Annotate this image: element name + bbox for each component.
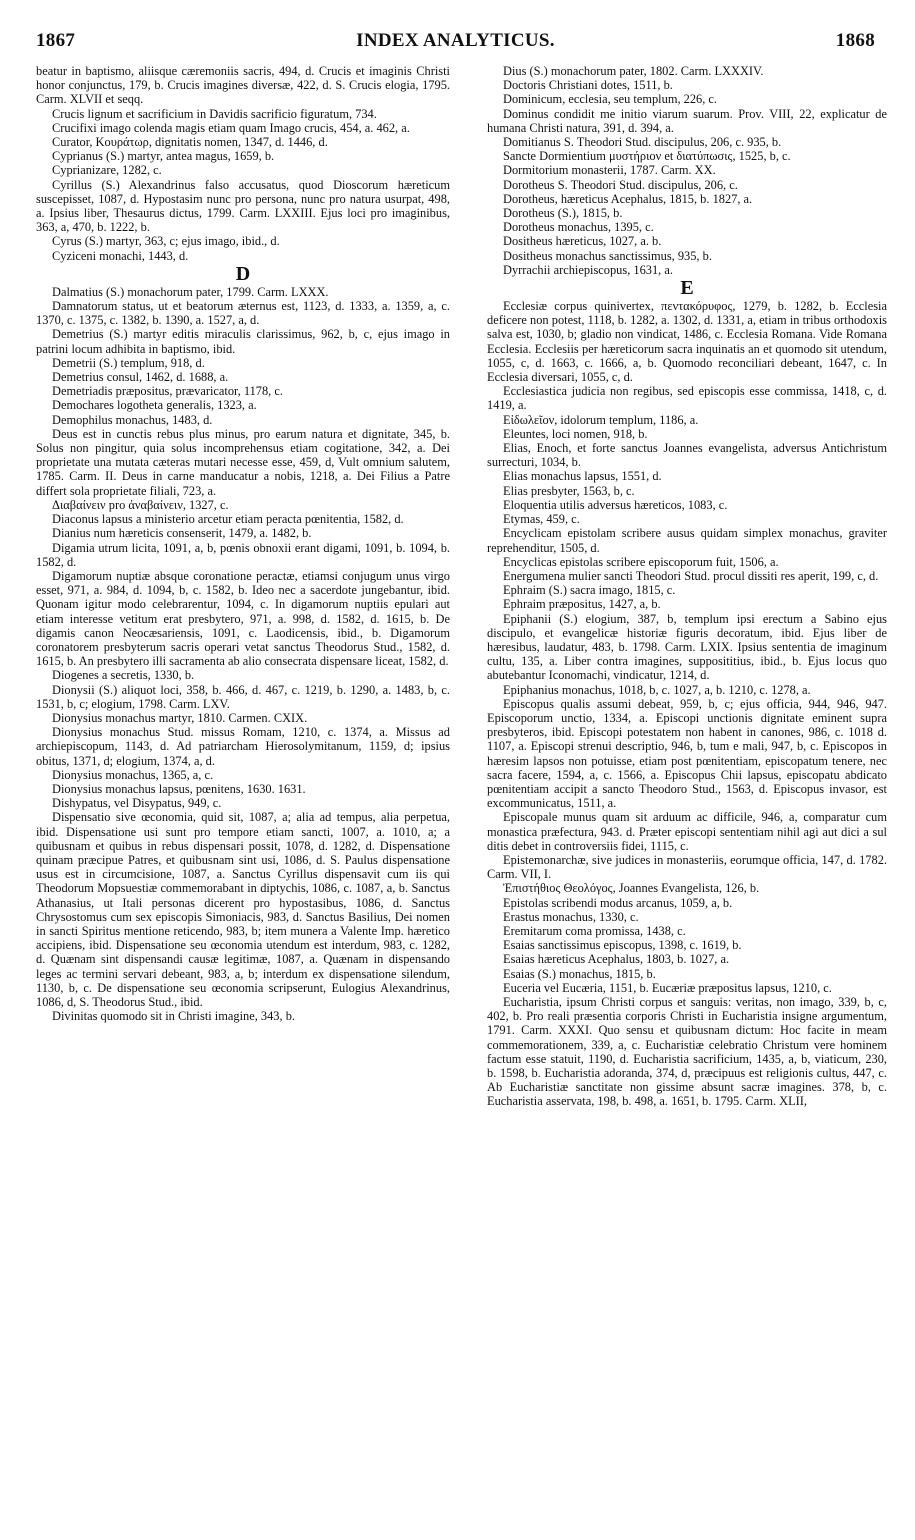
index-entry: Demetrius (S.) martyr editis miraculis clarissimus, 962, b, c, ejus imago in patrini locum adhibita in baptismo, ibid. [36, 327, 450, 356]
index-entry: Dorotheus monachus, 1395, c. [503, 220, 654, 235]
index-entry: Dalmatius (S.) monachorum pater, 1799. Carm. LXXX. [52, 284, 329, 299]
index-entry: Erastus monachus, 1330, c. [503, 909, 639, 924]
index-entry: beatur in baptismo, aliisque cæremoniis sacris, 494, d. Crucis et imaginis Christi honor conjunctus, 179, b. Crucis imagines diversæ, 422, d. S. Crucis elogia, 1795. Carm. XLVII et seqq. [36, 64, 450, 107]
index-entry: Diogenes a secretis, 1330, b. [52, 668, 195, 683]
index-entry: Crucis lignum et sacrificium in Davidis sacrificio figuratum, 734. [52, 106, 377, 121]
index-entry: Energumena mulier sancti Theodori Stud. procul dissiti res aperit, 199, c, d. [503, 568, 879, 583]
index-entry: Etymas, 459, c. [503, 512, 580, 527]
index-entry: Demetrius consul, 1462, d. 1688, a. [52, 370, 229, 385]
index-entry: Epistemonarchæ, sive judices in monasteriis, eorumque officia, 147, d. 1782. Carm. VII, I. [487, 852, 887, 882]
index-entry: Esaias sanctissimus episcopus, 1398, c. 1619, b. [503, 938, 742, 953]
index-entry: Elias presbyter, 1563, b, c. [503, 483, 635, 498]
index-entry: Ἐπιστήθιος Θεολόγος, Joannes Evangelista, 126, b. [503, 881, 760, 896]
index-entry: Dositheus monachus sanctissimus, 935, b. [503, 248, 712, 263]
index-entry: Εἰδωλεῖον, idolorum templum, 1186, a. [503, 412, 699, 427]
index-entry: Cyprianizare, 1282, c. [52, 163, 162, 178]
index-entry: Digamia utrum licita, 1091, a, b, pœnis obnoxii erant digami, 1091, b. 1094, b. 1582, d. [36, 540, 450, 569]
index-entry: Dionysius monachus Stud. missus Romam, 1210, c. 1374, a. Missus ad archiepiscopum, 1143, d. Ad patriarcham Hierosolymitanum, 1159, d; ipsius obitus, 1371, d; elogium, 1374, a, d. [36, 725, 450, 768]
index-entry: Deus est in cunctis rebus plus minus, pro earum natura et dignitate, 345, b. Solus non pingitur, quia solus incomprehensus etiam cogitatione, 342, a. Dei proprietate una mutata cæteras mutari necesse esse, 459, d, Vult omnium salutem, 1785. Carm. II. Deus in carne manducatur a nobis, 1218, a. Dei Filius a Patre differt sola proprietate filiali, 723, a. [36, 426, 450, 498]
index-entry: Dionysii (S.) aliquot loci, 358, b. 466, d. 467, c. 1219, b. 1290, a. 1483, b, c. 1531, b, c; elogium, 1798. Carm. LXV. [36, 682, 450, 711]
index-entry: Epiphanius monachus, 1018, b, c. 1027, a, b. 1210, c. 1278, a. [503, 682, 811, 697]
index-entry: Elias monachus lapsus, 1551, d. [503, 469, 662, 484]
index-entry: Dianius num hæreticis consenserit, 1479, a. 1482, b. [52, 526, 312, 541]
index-entry: Cyziceni monachi, 1443, d. [52, 248, 189, 263]
index-entry: Dyrrachii archiepiscopus, 1631, a. [503, 262, 673, 277]
index-entry: Eremitarum coma promissa, 1438, c. [503, 923, 686, 938]
index-entry: Demophilus monachus, 1483, d. [52, 412, 213, 427]
section-letter: E [680, 277, 694, 300]
page-number-left: 1867 [36, 30, 76, 51]
index-entry: Dominicum, ecclesia, seu templum, 226, c. [503, 92, 718, 107]
index-entry: Eloquentia utilis adversus hæreticos, 1083, c. [503, 497, 728, 512]
index-entry: Encyclicam epistolam scribere ausus quidam simplex monachus, graviter reprehenditur, 1505, d. [487, 526, 887, 555]
index-entry: Eleuntes, loci nomen, 918, b. [503, 426, 648, 441]
index-entry: Dionysius monachus lapsus, pœnitens, 1630. 1631. [52, 781, 306, 796]
page-number-right: 1868 [835, 30, 875, 51]
index-entry: Demochares logotheta generalis, 1323, a. [52, 398, 257, 413]
index-entry: Epistolas scribendi modus arcanus, 1059, a, b. [503, 895, 733, 910]
index-entry: Esaias (S.) monachus, 1815, b. [503, 966, 656, 981]
index-entry: Diaconus lapsus a ministerio arcetur etiam peracta pœnitentia, 1582, d. [52, 512, 404, 527]
index-entry: Dorotheus S. Theodori Stud. discipulus, 206, c. [503, 177, 738, 192]
index-entry: Ecclesiæ corpus quinivertex, πεντακόρυφος, 1279, b. 1282, b. Ecclesia deficere non potest, 1118, b. 1282, a. 1302, d. 1331, a, etiam in tribus orthodoxis salva est, 1030, b; gladio non vindicat, 1486, c. Ecclesia Romana. Vide Romana Ecclesia. Ecclesiis per hæreticorum sacra inquinatis an et quomodo sit utendum, 1055, c, d. 1663, c. 1666, a, b. Quomodo reconciliari debeant, 1647, c. In Ecclesia diversari, 1055, c, d. [487, 299, 887, 385]
index-entry: Ephraim (S.) sacra imago, 1815, c. [503, 583, 676, 598]
index-entry: Divinitas quomodo sit in Christi imagine, 343, b. [52, 1009, 295, 1024]
index-entry: Dius (S.) monachorum pater, 1802. Carm. LXXXIV. [503, 64, 764, 78]
section-letter: D [235, 262, 251, 285]
index-entry: Ephraim præpositus, 1427, a, b. [503, 597, 661, 612]
index-entry: Cyprianus (S.) martyr, antea magus, 1659, b. [52, 149, 275, 164]
index-entry: Ecclesiastica judicia non regibus, sed episcopis esse commissa, 1418, c, d. 1419, a. [487, 384, 887, 413]
index-entry: Dionysius monachus, 1365, a, c. [52, 767, 214, 782]
index-entry: Dishypatus, vel Disypatus, 949, c. [52, 796, 222, 811]
index-entry: Eucharistia, ipsum Christi corpus et sanguis: veritas, non imago, 339, b, c, 402, b. Pro reali præsentia corporis Christi in Eucharistia insigne argumentum, 1791. Carm. XXXI. Quo sensu et quibusnam dictum: Hoc facite in meam commemorationem, 339, a, c. Eucharistiæ celebratio Christum vere hominem factum esse statuit, 1190, d. Eucharistia sacrificium, 1435, a, b, viaticum, 230, b. 1598, b. Eucharistia adoranda, 374, d, præcipuus est religionis cultus, 447, c. Ab Eucharistiæ sanctitate non gissime absunt sacræ imagines. 378, b, c. Eucharistia asservata, 198, b. 498, a. 1651, b. 1795. Carm. XLII, [487, 995, 887, 1109]
index-entry: Epiphanii (S.) elogium, 387, b, templum ipsi erectum a Sabino ejus discipulo, et evangelicæ historiæ figuris decoratum, ibid. Ejus liber de hæresibus, laudatur, 483, b. 1798. Carm. LXIX. Ipsius sententia de imaginum cultu, 135, a. Liber contra imagines, supposititius, ibid., b. Ejus locus quo abutebantur Iconomachi, vindicatur, 1214, d. [487, 611, 887, 683]
index-entry: Encyclicas epistolas scribere episcoporum fuit, 1506, a. [503, 554, 779, 569]
index-entry: Διαβαίνειν pro ἀναβαίνειν, 1327, c. [52, 497, 229, 512]
index-entry: Damnatorum status, ut et beatorum æternus est, 1123, d. 1333, a. 1359, a, c. 1370, c. 1375, c. 1382, b. 1390, a. 1527, a, d. [36, 299, 450, 328]
index-entry: Dionysius monachus martyr, 1810. Carmen. CXIX. [52, 710, 308, 725]
index-entry: Dormitorium monasterii, 1787. Carm. XX. [503, 163, 716, 178]
index-entry: Episcopale munus quam sit arduum ac difficile, 946, a, comparatur cum monastica præfectura, 943. d. Præter episcopi sententiam nihil agi aut dici a sul ditis debet in controversiis fidei, 1115, c. [487, 810, 887, 853]
index-entry: Elias, Enoch, et forte sanctus Joannes evangelista, adversus Antichristum surrecturi, 1034, b. [487, 441, 887, 470]
index-entry: Demetriadis præpositus, prævaricator, 1178, c. [52, 384, 283, 399]
index-entry: Doctoris Christiani dotes, 1511, b. [503, 78, 673, 93]
index-entry: Sancte Dormientium μυστήριον et διατύπωσις, 1525, b, c. [503, 149, 791, 164]
page-title: INDEX ANALYTICUS. [356, 30, 555, 51]
right-column [487, 64, 887, 1534]
index-entry: Curator, Κουράτωρ, dignitatis nomen, 1347, d. 1446, d. [52, 135, 328, 150]
index-entry: Dispensatio sive œconomia, quid sit, 1087, a; alia ad tempus, alia perpetua, ibid. Dispensatione usi sunt pro tempore etiam sancti, 1007, a. 1010, a; a quibusnam et quibus in rebus dispensari possit, 1078, d. 1282, d. Dispensatione quinam præcipue Patres, et quibusnam sint usi, 1086, d. S. Paulus dispensatione usus est in circumcisione, 1087, a. Sanctus Cyrillus dispensavit cum iis qui Theodorum Mopsuestiæ commemorabant in diptychis, 1086, c. 1087, a, b. Sanctus Athanasius, ut Itali personas dicerent pro hypostasibus, 1086, d. Sanctus Chrysostomus cum sex episcopis Simoniacis, 983, d. Sanctus Basilius, Dei nomen in sancti Spiritus mentione reticendo, 983, b; item munera a Valente Imp. hæretico accipiens, ibid. Dispensatione seu œconomia utendum est interdum, 983, c. 1282, d. Quænam sint dispensandi causæ legitimæ, 1087, a. Quænam in dispensando leges ac termini servari debeant, 983, a, b; interdum ex dispensatione silendum, 1130, b, c. De dispensatione seu œconomia scripserunt, Eulogius Alexandrinus, 1086, d, S. Theodorus Stud., ibid. [36, 810, 450, 1009]
index-entry: Digamorum nuptiæ absque coronatione peractæ, etiamsi conjugum unus virgo esset, 971, a. 984, d. 1094, b, c. 1582, b. Ideo nec a sacerdote jungebantur, ibid. Quonam igitur modo celebrarentur, 1094, c. In digamorum nuptiis epulari aut etiam interesse vetitum erat presbytero, 971, a. 998, d. 1582, d. 1615, b. De digamis canon Neocæsariensis, 1091, c. Laodicensis, ibid., b. Digamorum coronatorem presbyterum sacris operari vetat sanctus Theodorus Stud., 1582, d. 1615, b. An presbytero illi sacramenta ab alio consecrata dispensare liceat, 1582, d. [36, 568, 450, 669]
index-entry: Crucifixi imago colenda magis etiam quam Imago crucis, 454, a. 462, a. [52, 120, 410, 135]
index-entry: Episcopus qualis assumi debeat, 959, b, c; ejus officia, 944, 946, 947. Episcoporum unctio, 1334, a. Episcopi unctionis dignitate eminent supra presbyteros, ibid. Episcopi potestatem non habent in canones, 986, c. 1018 d. 1107, a. Episcopi strenui descriptio, 946, b, tum e mali, 947, b, c. Episcopos in hæresim lapsos non potuisse, etiam post pœnitentiam, episcopatum tenere, nec sacra facere, 1594, a, c. 1566, a. Episcopus Chii lapsus, episcopatu abdicato pœnitentiam accipit a sancto Theodoro Stud., 1563, d. Episcopus invasor, est excommunicatus, 1511, a. [487, 696, 887, 811]
index-entry: Cyrus (S.) martyr, 363, c; ejus imago, ibid., d. [52, 234, 280, 249]
index-entry: Dorotheus, hæreticus Acephalus, 1815, b. 1827, a. [503, 191, 753, 206]
index-entry: Dorotheus (S.), 1815, b. [503, 206, 623, 221]
index-entry: Euceria vel Eucæria, 1151, b. Eucæriæ præpositus lapsus, 1210, c. [503, 980, 832, 995]
index-entry: Esaias hæreticus Acephalus, 1803, b. 1027, a. [503, 952, 730, 967]
page-header [36, 30, 875, 60]
index-entry: Cyrillus (S.) Alexandrinus falso accusatus, quod Dioscorum hæreticum suscepisset, 1087, d. Hypostasim nunc pro persona, nunc pro natura usurpat, 498, a. Ipsius liber, Thesaurus dictus, 1799. Carm. LXXIII. Ejus loci pro imaginibus, 363, a, 470, b. 1222, b. [36, 177, 450, 235]
index-entry: Demetrii (S.) templum, 918, d. [52, 355, 205, 370]
index-entry: Dositheus hæreticus, 1027, a. b. [503, 234, 662, 249]
index-entry: Domitianus S. Theodori Stud. discipulus, 206, c. 935, b. [503, 135, 782, 150]
left-column [36, 64, 450, 1534]
index-entry: Dominus condidit me initio viarum suarum. Prov. VIII, 22, explicatur de humana Christi natura, 391, d. 394, a. [487, 106, 887, 135]
